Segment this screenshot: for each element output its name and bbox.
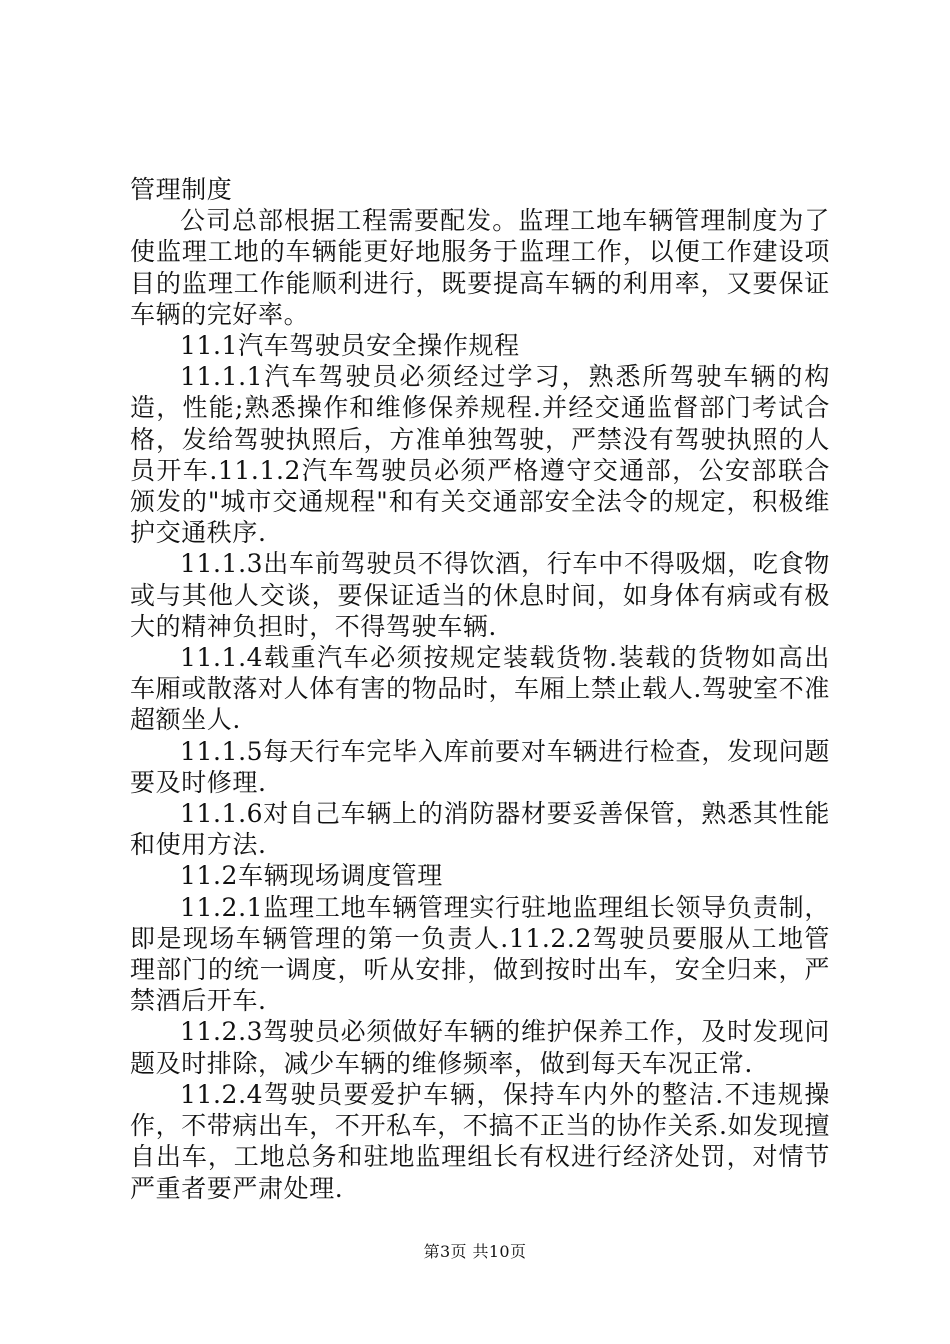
paragraph-11-1-3: 11.1.3出车前驾驶员不得饮酒，行车中不得吸烟，吃食物或与其他人交谈，要保证适当的休息时间，如身体有病或有极大的精神负担时，不得驾驶车辆. [130, 549, 830, 641]
paragraph-11-2-3: 11.2.3驾驶员必须做好车辆的维护保养工作，及时发现问题及时排除，减少车辆的维修频率，做到每天车况正常. [130, 1017, 830, 1078]
paragraph-11-1-1: 11.1.1汽车驾驶员必须经过学习，熟悉所驾驶车辆的构造，性能;熟悉操作和维修保养规程.并经交通监督部门考试合格，发给驾驶执照后，方准单独驾驶，严禁没有驾驶执照的人员开车.11.1.2汽车驾驶员必须严格遵守交通部，公安部联合颁发的"城市交通规程"和有关交通部安全法令的规定，积极维护交通秩序. [130, 362, 830, 548]
paragraph-heading: 管理制度 [130, 175, 233, 204]
paragraph-11-2-4: 11.2.4驾驶员要爱护车辆，保持车内外的整洁.不违规操作，不带病出车，不开私车，不搞不正当的协作关系.如发现擅自出车，工地总务和驻地监理组长有权进行经济处罚，对情节严重者要严肃处理. [130, 1079, 830, 1203]
page-footer: 第3页 共10页 [423, 1242, 527, 1261]
section-heading-11-1: 11.1汽车驾驶员安全操作规程 [180, 331, 520, 361]
document-body [130, 174, 830, 1204]
paragraph-11-1-5: 11.1.5每天行车完毕入库前要对车辆进行检查，发现问题要及时修理. [130, 736, 830, 797]
paragraph-11-1-4: 11.1.4载重汽车必须按规定装载货物.装载的货物如高出车厢或散落对人体有害的物品时，车厢上禁止载人.驾驶室不准超额坐人. [130, 643, 830, 735]
paragraph-intro: 公司总部根据工程需要配发。监理工地车辆管理制度为了使监理工地的车辆能更好地服务于监理工作，以便工作建设项目的监理工作能顺利进行，既要提高车辆的利用率，又要保证车辆的完好率。 [130, 206, 830, 329]
paragraph-11-1-6: 11.1.6对自己车辆上的消防器材要妥善保管，熟悉其性能和使用方法. [130, 799, 830, 860]
paragraph-11-2-1: 11.2.1监理工地车辆管理实行驻地监理组长领导负责制，即是现场车辆管理的第一负责人.11.2.2驾驶员要服从工地管理部门的统一调度，听从安排，做到按时出车，安全归来，严禁酒后开车. [130, 892, 830, 1016]
section-heading-11-2: 11.2车辆现场调度管理 [180, 861, 443, 891]
